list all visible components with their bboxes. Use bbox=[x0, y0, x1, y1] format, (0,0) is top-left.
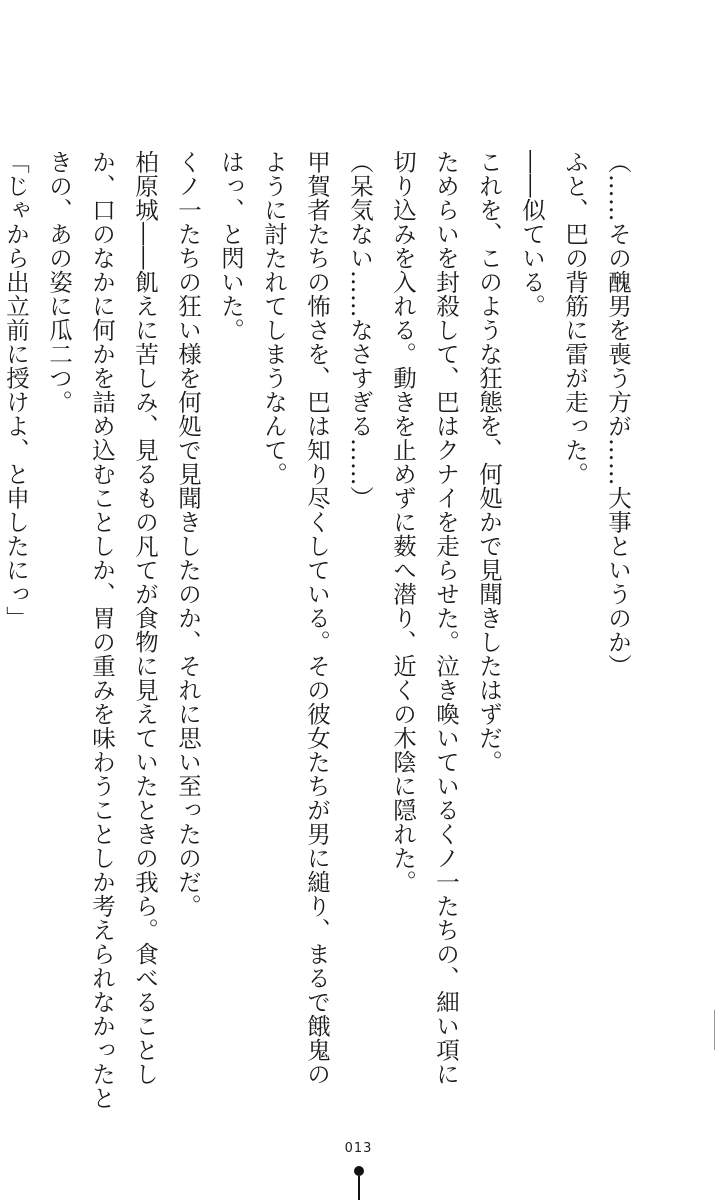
vertical-text-body bbox=[0, 150, 639, 1110]
text-line: くノ一たちの狂い様を何処で見聞きしたのか、それに思い至ったのだ。 bbox=[174, 150, 202, 918]
text-line: ふと、巴の背筋に雷が走った。 bbox=[561, 150, 589, 486]
page-number: 013 bbox=[344, 1141, 373, 1156]
text-line: ように討たれてしまうなんて。 bbox=[260, 150, 288, 486]
text-line: か、口のなかに何かを詰め込むことしか、胃の重みを味わうことしか考えられなかったと bbox=[88, 150, 116, 1110]
scan-edge-mark bbox=[714, 1010, 715, 1050]
text-line: 柏原城――飢えに苦しみ、見るもの凡てが食物に見えていたときの我ら。食べることし bbox=[131, 150, 159, 1086]
text-line: きの、あの姿に瓜二つ。 bbox=[45, 150, 73, 414]
bookmark-dot bbox=[354, 1166, 364, 1176]
text-line: 切り込みを入れる。動きを止めずに薮へ潜り、近くの木陰に隠れた。 bbox=[389, 150, 417, 894]
text-line: （呆気ない……なさすぎる……） bbox=[346, 150, 374, 510]
text-line: はっ、と閃いた。 bbox=[217, 150, 245, 342]
text-line: （……その醜男を喪う方が……大事というのか） bbox=[604, 150, 632, 678]
bookmark-line bbox=[358, 1176, 360, 1200]
text-line: これを、このような狂態を、何処かで見聞きしたはずだ。 bbox=[475, 150, 503, 774]
text-line: ためらいを封殺して、巴はクナイを走らせた。泣き喚いているくノ一たちの、細い項に bbox=[432, 150, 460, 1086]
text-line: 甲賀者たちの怖さを、巴は知り尽くしている。その彼女たちが男に縋り、まるで餓鬼の bbox=[303, 150, 331, 1086]
text-line: ――似ている。 bbox=[518, 150, 546, 318]
text-line: 「じゃから出立前に授けよ、と申したにっ」 bbox=[2, 150, 30, 630]
